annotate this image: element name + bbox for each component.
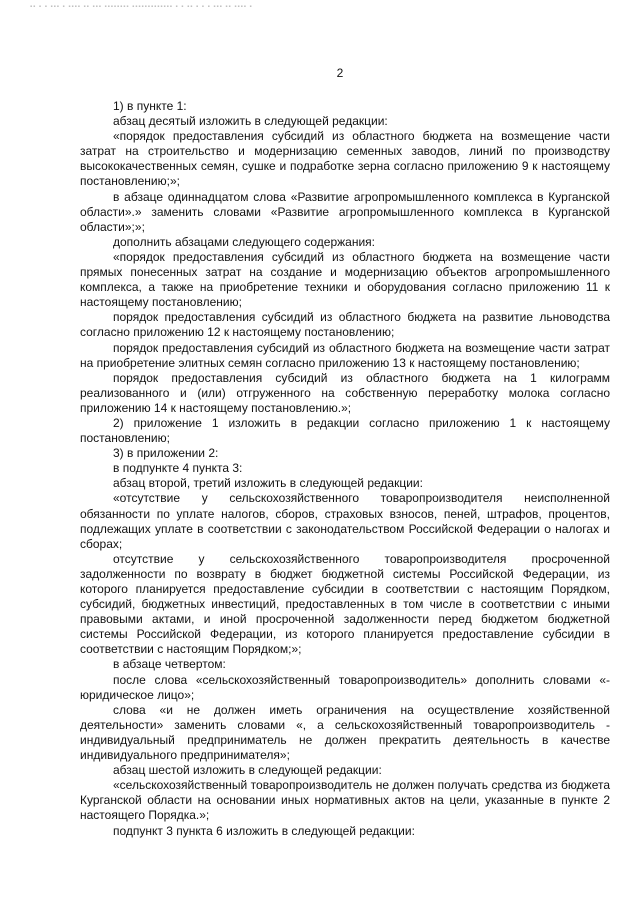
paragraph: абзац второй, третий изложить в следующей редакции:	[113, 476, 423, 491]
paragraph: порядок предоставления субсидий из областного бюджета на 1 килограмм реализованного и (или) отгруженного на собственную переработку молока согласно приложению 14 к настоящему постановлению.»;	[80, 370, 610, 415]
scan-artifact-header: ▪▪ ▪ ▪ ▪▪▪ ▪ ▪▪▪▪ ▪▪ ▪▪▪ ▪▪▪▪▪▪▪▪ ▪▪▪▪▪▪▪▪▪▪▪▪▪ ▪ ▪ ▪▪ ▪ ▪ ▪ ▪▪▪ ▪▪ ▪▪▪▪ ▪	[30, 4, 253, 10]
page-number: 2	[336, 66, 344, 80]
paragraph: 1) в пункте 1:	[113, 99, 187, 113]
paragraph: после слова «сельскохозяйственный товаропроизводитель» дополнить словами «- юридическое лицо»;	[80, 672, 610, 702]
paragraph: в абзаце четвертом:	[113, 657, 226, 672]
paragraph: «сельскохозяйственный товаропроизводитель не должен получать средства из бюджета Курганской области на основании иных нормативных актов на цели, указанные в пункте 2 настоящего Порядка.»;	[80, 778, 610, 823]
paragraph: «порядок предоставления субсидий из областного бюджета на возмещение части затрат на строительство и модернизацию семенных заводов, линий по производству высококачественных семян, сушке и подработке зерна согласно приложению 9 к настоящему постановлению;»;	[80, 129, 610, 189]
paragraph: «отсутствие у сельскохозяйственного товаропроизводителя неисполненной обязанности по уплате налогов, сборов, страховых взносов, пеней, штрафов, процентов, подлежащих уплате в соответствии с законодательством Российской Федерации о налогах и сборах;	[80, 491, 610, 551]
paragraph: порядок предоставления субсидий из областного бюджета на развитие льноводства согласно приложению 12 к настоящему постановлению;	[80, 310, 610, 340]
paragraph: порядок предоставления субсидий из областного бюджета на возмещение части затрат на приобретение элитных семян согласно приложению 13 к настоящему постановлению;	[80, 340, 610, 370]
paragraph: абзац десятый изложить в следующей редакции:	[113, 114, 388, 129]
paragraph: слова «и не должен иметь ограничения на осуществление хозяйственной деятельности» заменить словами «, а сельскохозяйственный товаропроизводитель - индивидуальный предприниматель не должен прекратить деятельность в качестве индивидуального предпринимателя»;	[80, 702, 610, 763]
paragraph: 2) приложение 1 изложить в редакции согласно приложению 1 к настоящему постановлению;	[80, 415, 610, 446]
paragraph: дополнить абзацами следующего содержания:	[113, 234, 375, 249]
paragraph: подпункт 3 пункта 6 изложить в следующей редакции:	[113, 823, 415, 838]
paragraph: отсутствие у сельскохозяйственного товаропроизводителя просроченной задолженности по возврату в бюджет бюджетной системы Российской Федерации, из которого планируется предоставление субсидии в соответствии с настоящим Порядком, субсидий, бюджетных инвестиций, предоставленных в том числе в соответствии с иными правовыми актами, и иной просроченной задолженности перед бюджетом бюджетной системы Российской Федерации, из которого планируется предоставление субсидии в соответствии с настоящим Порядком;»;	[80, 551, 610, 657]
paragraph: «порядок предоставления субсидий из областного бюджета на возмещение части прямых понесенных затрат на создание и модернизацию объектов агропромышленного комплекса, а также на приобретение техники и оборудования согласно приложению 11 к настоящему постановлению;	[80, 249, 610, 310]
paragraph: в абзаце одиннадцатом слова «Развитие агропромышленного комплекса в Курганской области».» заменить словами «Развитие агропромышленного комплекса в Курганской области»;»;	[80, 189, 610, 234]
paragraph: 3) в приложении 2:	[113, 446, 219, 461]
paragraph: абзац шестой изложить в следующей редакции:	[113, 763, 382, 778]
paragraph: в подпункте 4 пункта 3:	[113, 461, 243, 476]
document-body	[80, 99, 610, 839]
